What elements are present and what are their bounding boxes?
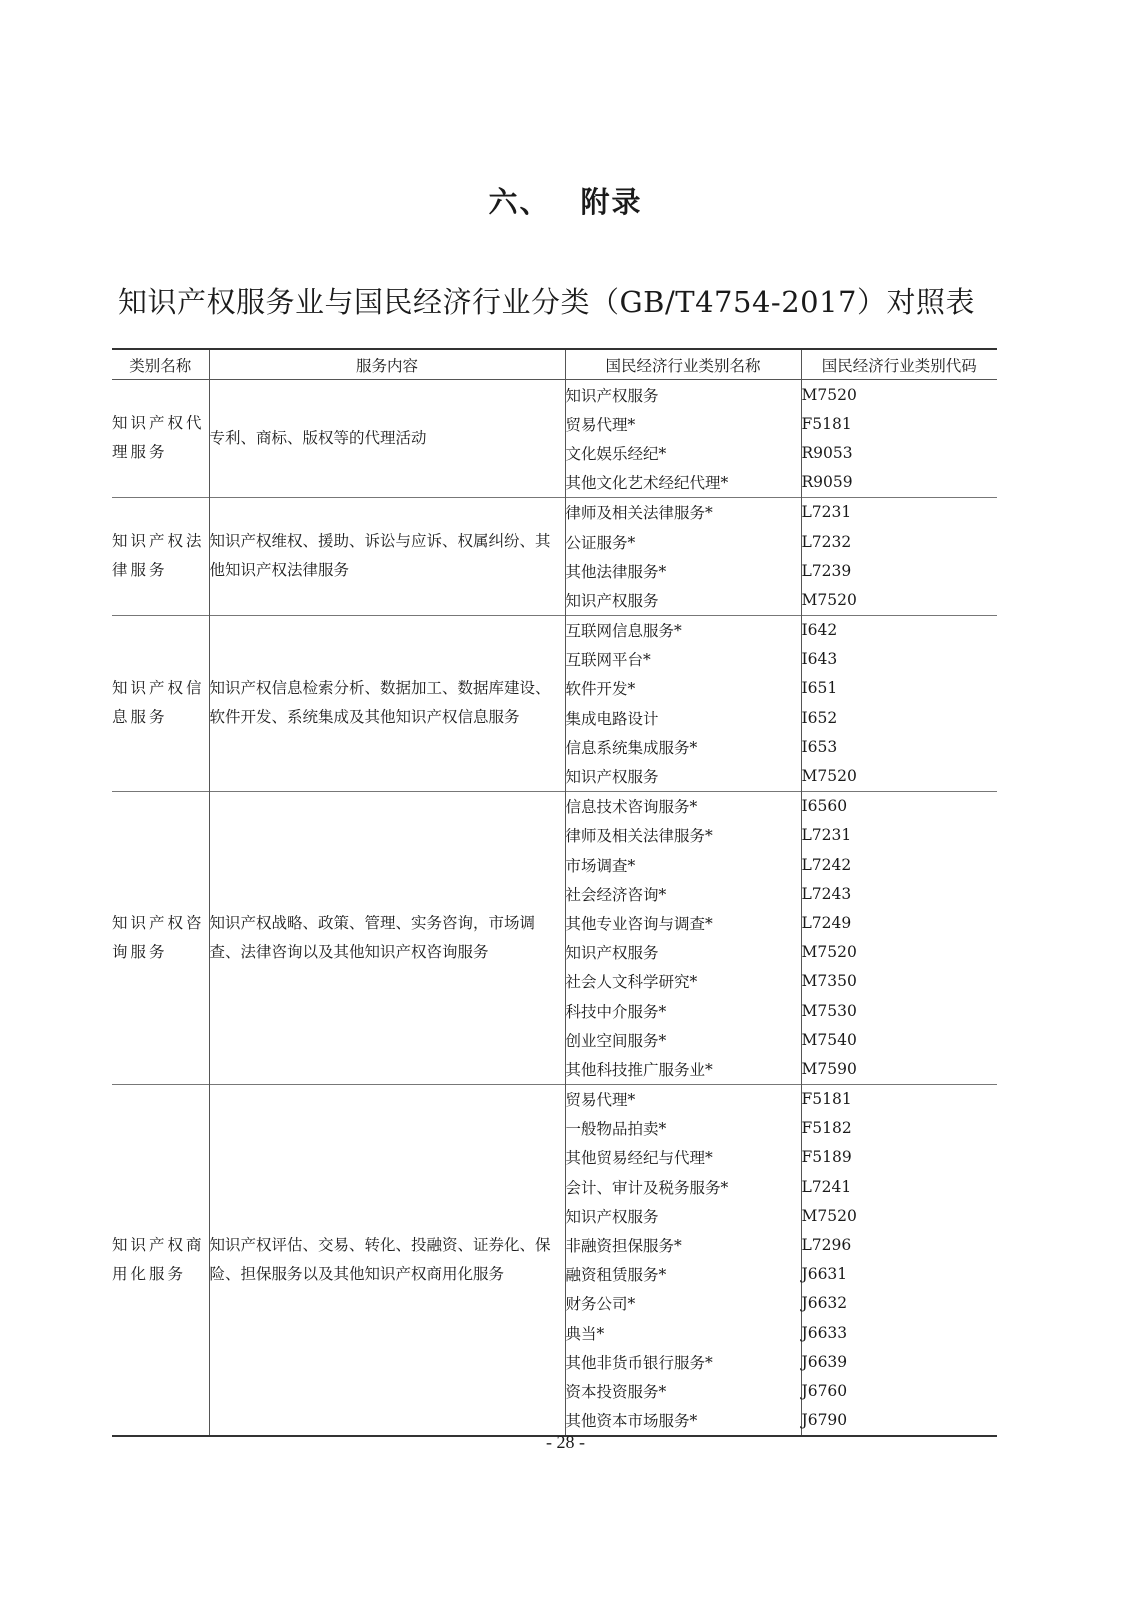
industry-name-cell: 文化娱乐经纪* [565,438,801,467]
category-cell: 知识产权法律服务 [112,497,209,615]
header-content: 服务内容 [209,349,565,380]
industry-code-cell: J6633 [801,1323,848,1342]
industry-name-cell: 互联网平台* [565,645,801,674]
table-row [112,615,997,645]
industry-name-cell: 律师及相关法律服务* [565,821,801,850]
industry-name-cell: 贸易代理* [565,409,801,438]
industry-name-cell: 其他资本市场服务* [565,1406,801,1436]
industry-code-cell: L7243 [801,884,852,903]
table-body [112,380,997,1436]
industry-name-cell: 其他文化艺术经纪代理* [565,468,801,498]
industry-name-cell: 软件开发* [565,674,801,703]
industry-code-cell: L7231 [801,826,852,845]
industry-name-cell: 信息系统集成服务* [565,732,801,761]
industry-name-cell: 融资租赁服务* [565,1260,801,1289]
service-content-cell: 知识产权战略、政策、管理、实务咨询，市场调查、法律咨询以及其他知识产权咨询服务 [209,791,565,1084]
industry-code-cell: J6790 [801,1411,848,1430]
table-title: 知识产权服务业与国民经济行业分类（GB/T4754-2017）对照表 [118,285,975,319]
industry-code-cell: L7231 [801,497,997,527]
section-number: 六、 [488,185,551,219]
industry-name-cell: 知识产权服务 [565,1201,801,1230]
page-number: - 28 - [546,1432,585,1452]
industry-code-cell: F5189 [801,1148,852,1167]
industry-code-cell: M7590 [801,1059,857,1078]
industry-code-cell: L7296 [801,1236,852,1255]
industry-name-cell: 公证服务* [565,527,801,556]
industry-code-cell: M7350 [801,972,857,991]
category-cell: 知识产权商用化服务 [112,1084,209,1436]
section-heading [0,180,1131,221]
table-row [112,497,997,527]
table-row [112,380,997,410]
industry-name-cell: 其他科技推广服务业* [565,1054,801,1084]
industry-name-cell: 会计、审计及税务服务* [565,1172,801,1201]
industry-name-cell: 非融资担保服务* [565,1230,801,1259]
table-row [112,1084,997,1114]
industry-name-cell: 知识产权服务 [565,761,801,791]
industry-code-cell: R9053 [801,443,853,462]
service-content-cell: 知识产权信息检索分析、数据加工、数据库建设、软件开发、系统集成及其他知识产权信息服务 [209,615,565,791]
service-content-cell: 知识产权评估、交易、转化、投融资、证券化、保险、担保服务以及其他知识产权商用化服务 [209,1084,565,1436]
section-title-text: 附录 [580,185,643,219]
table-header-row [112,349,997,380]
industry-code-cell: L7239 [801,561,852,580]
industry-name-cell: 贸易代理* [565,1084,801,1114]
category-cell: 知识产权代理服务 [112,380,209,498]
industry-code-cell: F5181 [801,414,852,433]
industry-code-cell: J6760 [801,1381,848,1400]
industry-name-cell: 知识产权服务 [565,585,801,615]
industry-name-cell: 科技中介服务* [565,996,801,1025]
industry-name-cell: 典当* [565,1318,801,1347]
header-category: 类别名称 [112,349,209,380]
industry-name-cell: 其他非货币银行服务* [565,1347,801,1376]
industry-code-cell: J6639 [801,1352,848,1371]
industry-code-cell: M7520 [801,590,857,609]
industry-code-cell: M7540 [801,1030,857,1049]
industry-code-cell: L7241 [801,1177,852,1196]
industry-name-cell: 社会经济咨询* [565,879,801,908]
service-content-cell: 知识产权维权、援助、诉讼与应诉、权属纠纷、其他知识产权法律服务 [209,497,565,615]
service-content-cell: 专利、商标、版权等的代理活动 [209,380,565,498]
industry-code-cell: L7249 [801,913,852,932]
industry-name-cell: 其他专业咨询与调查* [565,908,801,937]
industry-code-cell: F5181 [801,1084,997,1114]
industry-code-cell: I643 [801,650,838,669]
industry-code-cell: J6632 [801,1294,848,1313]
industry-code-cell: M7530 [801,1001,857,1020]
header-industry-code: 国民经济行业类别代码 [801,349,997,380]
industry-code-cell: M7520 [801,385,857,404]
industry-name-cell: 一般物品拍卖* [565,1114,801,1143]
industry-code-cell: M7520 [801,767,857,786]
industry-name-cell: 资本投资服务* [565,1376,801,1405]
industry-mapping-table [112,348,997,1437]
industry-name-cell: 信息技术咨询服务* [565,791,801,821]
industry-name-cell: 市场调查* [565,850,801,879]
industry-code-cell: I653 [801,737,838,756]
industry-code-cell: I652 [801,708,838,727]
industry-name-cell: 知识产权服务 [565,938,801,967]
industry-name-cell: 律师及相关法律服务* [565,497,801,527]
table-row [112,791,997,821]
industry-name-cell: 集成电路设计 [565,703,801,732]
industry-name-cell: 社会人文科学研究* [565,967,801,996]
industry-code-cell: I651 [801,679,838,698]
industry-code-cell: J6631 [801,1265,848,1284]
industry-name-cell: 其他贸易经纪与代理* [565,1143,801,1172]
industry-name-cell: 互联网信息服务* [565,615,801,645]
industry-code-cell: I6560 [801,791,997,821]
header-industry-name: 国民经济行业类别名称 [565,349,801,380]
category-cell: 知识产权信息服务 [112,615,209,791]
industry-code-cell: L7242 [801,855,852,874]
industry-code-cell: L7232 [801,532,852,551]
industry-code-cell: M7520 [801,943,857,962]
industry-code-cell: F5182 [801,1119,852,1138]
category-cell: 知识产权咨询服务 [112,791,209,1084]
industry-code-cell: R9059 [801,473,853,492]
industry-name-cell: 其他法律服务* [565,556,801,585]
industry-name-cell: 创业空间服务* [565,1025,801,1054]
industry-name-cell: 知识产权服务 [565,380,801,410]
industry-code-cell: M7520 [801,1206,857,1225]
industry-code-cell: I642 [801,615,997,645]
industry-name-cell: 财务公司* [565,1289,801,1318]
